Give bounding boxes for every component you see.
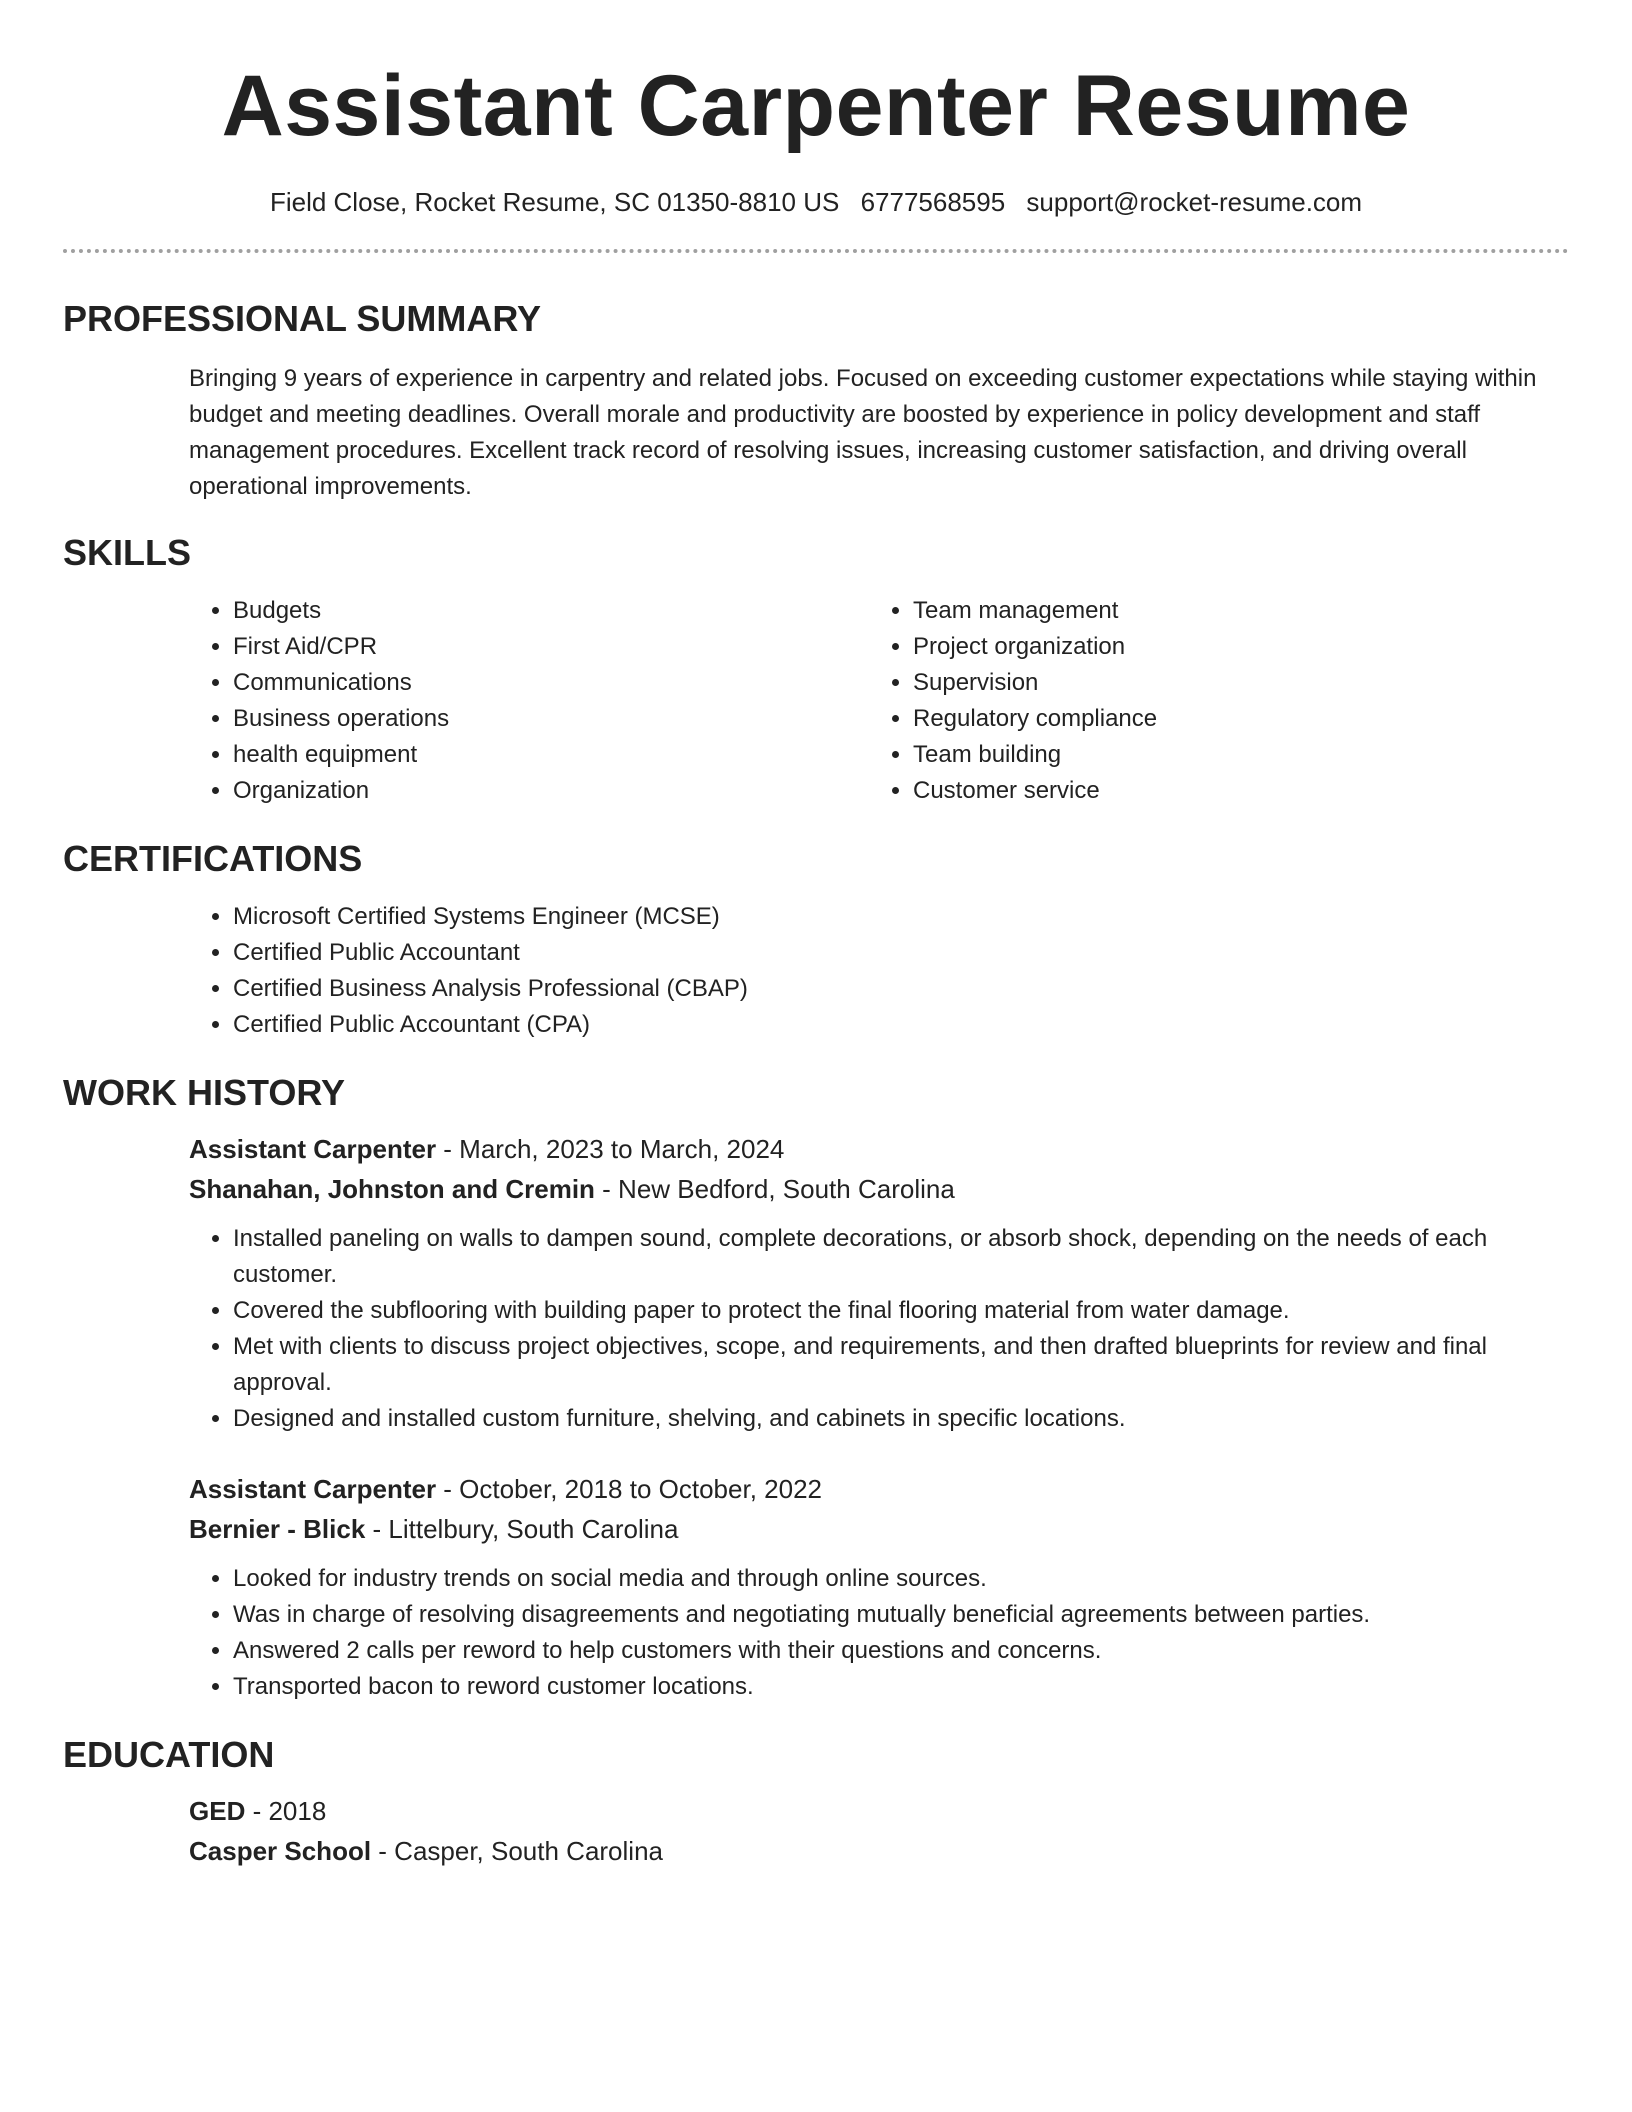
- summary-heading: PROFESSIONAL SUMMARY: [63, 298, 542, 339]
- skills-heading: SKILLS: [63, 532, 192, 573]
- skill-item: • Communications: [233, 665, 869, 701]
- job-dates: - March, 2023 to March, 2024: [436, 1134, 785, 1164]
- education-school-line: [189, 1831, 1569, 1871]
- education-location: - Casper, South Carolina: [371, 1836, 663, 1866]
- work-history-heading: WORK HISTORY: [63, 1072, 346, 1113]
- education-degree-line: [189, 1791, 1569, 1831]
- skill-item: • Supervision: [913, 665, 1549, 701]
- job-bullet: • Designed and installed custom furniture, shelving, and cabinets in specific locations.: [233, 1401, 1569, 1437]
- skill-item: • Regulatory compliance: [913, 701, 1549, 737]
- skill-item: • Team management: [913, 593, 1549, 629]
- job-bullet: • Was in charge of resolving disagreements and negotiating mutually beneficial agreements between parties.: [233, 1597, 1569, 1633]
- certification-item: • Certified Business Analysis Professional (CBAP): [233, 971, 1569, 1007]
- job-bullet: • Answered 2 calls per reword to help customers with their questions and concerns.: [233, 1633, 1569, 1669]
- job-title-line: [189, 1129, 1569, 1169]
- job-company: Shanahan, Johnston and Cremin: [189, 1174, 595, 1204]
- page-title: Assistant Carpenter Resume: [221, 58, 1411, 154]
- education-heading: EDUCATION: [63, 1734, 275, 1775]
- skill-item: • Budgets: [233, 593, 869, 629]
- job-dates: - October, 2018 to October, 2022: [436, 1474, 822, 1504]
- summary-text: Bringing 9 years of experience in carpentry and related jobs. Focused on exceeding customer expectations while staying within budget and meeting deadlines. Overall morale and productivity are boosted by experience in policy development and staff management procedures. Excellent track record of resolving issues, increasing customer satisfaction, and driving overall operational improvements.: [189, 365, 1537, 500]
- skill-item: • Project organization: [913, 629, 1549, 665]
- education-year: - 2018: [245, 1796, 327, 1826]
- job-bullets: [189, 1561, 1569, 1705]
- skill-item: • First Aid/CPR: [233, 629, 869, 665]
- job-bullets: [189, 1221, 1569, 1437]
- skills-list: [189, 593, 1569, 809]
- skills-column-right: [869, 593, 1549, 809]
- contact-address: Field Close, Rocket Resume, SC 01350-8810 US: [269, 187, 840, 217]
- skill-item: • Customer service: [913, 773, 1549, 809]
- skill-item: • Organization: [233, 773, 869, 809]
- certification-item: • Certified Public Accountant: [233, 935, 1569, 971]
- skill-item: • Team building: [913, 737, 1549, 773]
- job-title: Assistant Carpenter: [189, 1474, 437, 1504]
- certifications-heading: CERTIFICATIONS: [63, 838, 363, 879]
- contact-phone: 6777568595: [860, 187, 1006, 217]
- job-title: Assistant Carpenter: [189, 1134, 437, 1164]
- contact-line: [63, 186, 1569, 218]
- contact-email: support@rocket-resume.com: [1026, 187, 1363, 217]
- job-location: - Littelbury, South Carolina: [365, 1514, 679, 1544]
- job-entry: [189, 1129, 1569, 1437]
- job-bullet: • Installed paneling on walls to dampen sound, complete decorations, or absorb shock, depending on the needs of each customer.: [233, 1221, 1569, 1293]
- job-bullet: • Looked for industry trends on social media and through online sources.: [233, 1561, 1569, 1597]
- job-company: Bernier - Blick: [189, 1514, 366, 1544]
- job-location: - New Bedford, South Carolina: [594, 1174, 955, 1204]
- certification-item: • Microsoft Certified Systems Engineer (MCSE): [233, 899, 1569, 935]
- header-divider: [63, 249, 1569, 253]
- skill-item: • health equipment: [233, 737, 869, 773]
- education-school: Casper School: [189, 1836, 372, 1866]
- certifications-list: [189, 899, 1569, 1043]
- skills-column-left: [189, 593, 869, 809]
- job-bullet: • Covered the subflooring with building paper to protect the final flooring material from water damage.: [233, 1293, 1569, 1329]
- job-entry: [189, 1469, 1569, 1705]
- job-company-line: [189, 1509, 1569, 1549]
- job-bullet: • Transported bacon to reword customer locations.: [233, 1669, 1569, 1705]
- education-entry: [189, 1791, 1569, 1871]
- job-company-line: [189, 1169, 1569, 1209]
- skill-item: • Business operations: [233, 701, 869, 737]
- job-bullet: • Met with clients to discuss project objectives, scope, and requirements, and then drafted blueprints for review and final approval.: [233, 1329, 1569, 1401]
- education-degree: GED: [189, 1796, 246, 1826]
- job-title-line: [189, 1469, 1569, 1509]
- certification-item: • Certified Public Accountant (CPA): [233, 1007, 1569, 1043]
